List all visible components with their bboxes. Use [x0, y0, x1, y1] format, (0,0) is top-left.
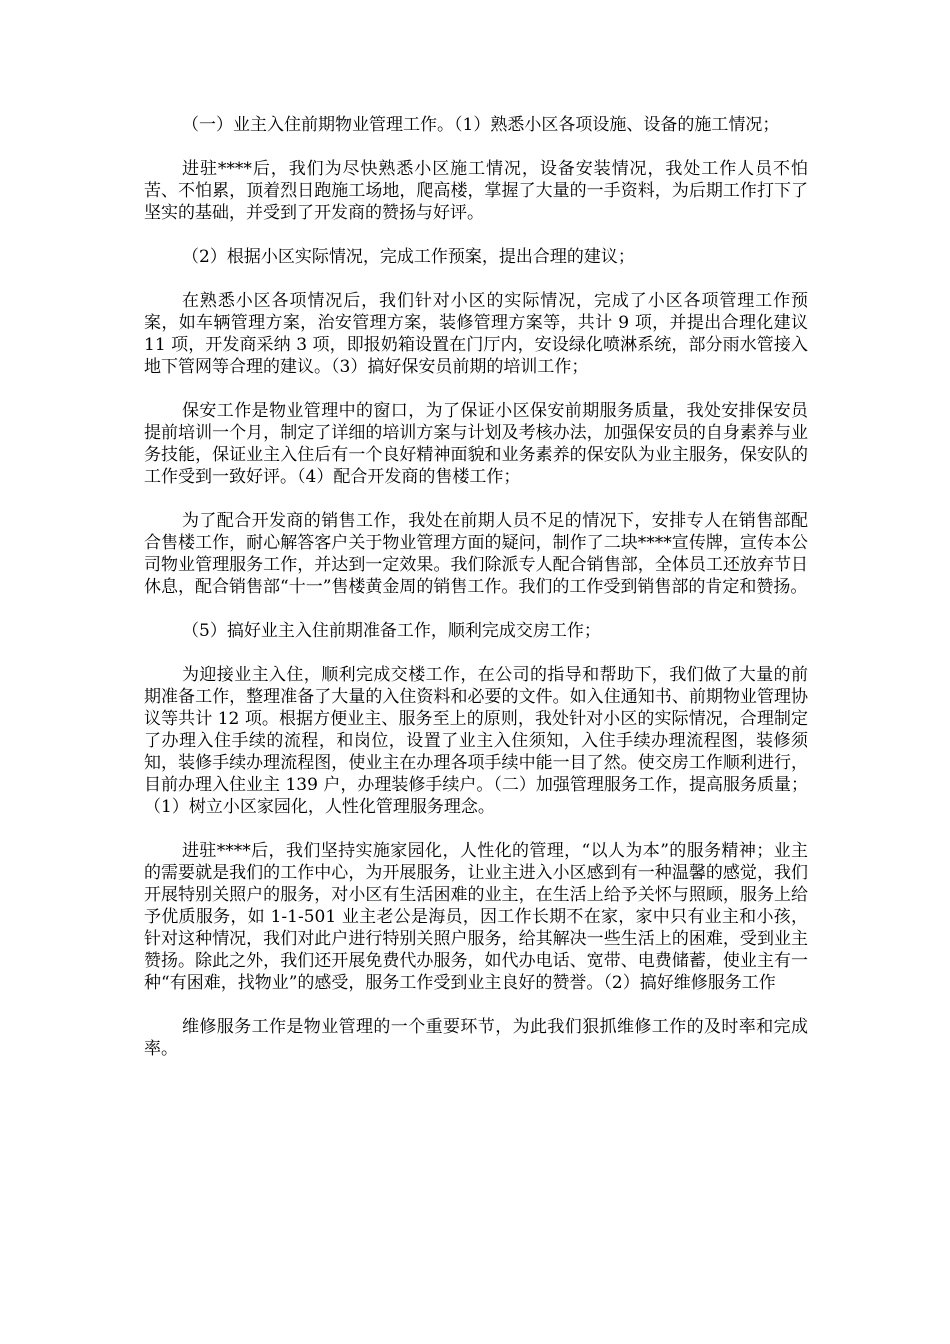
paragraph-7: （5）搞好业主入住前期准备工作，顺利完成交房工作； — [182, 621, 601, 641]
paragraph-10: 维修服务工作是物业管理的一个重要环节，为此我们狠抓维修工作的及时率和完成率。 — [144, 1017, 808, 1059]
paragraph-8: 为迎接业主入住，顺利完成交楼工作，在公司的指导和帮助下，我们做了大量的前期准备工作，整理准备了大量的入住资料和必要的文件。如入住通知书、前期物业管理协议等共计 12 项。根据方便业主、服务至上的原则，我处针对小区的实际情况，合理制定了办理入住手续的流程，和岗位，设置了业主入住须知，入住手续办理流程图，装修须知，装修手续办理流程图，使业主在办理各项手续中能一目了然。使交房工作顺利进行，目前办理入住业主 139 户，办理装修手续户。（二）加强管理服务工作，提高服务质量；（1）树立小区家园化，人性化管理服务理念。 — [144, 665, 808, 817]
paragraph-9: 进驻****后，我们坚持实施家园化，人性化的管理，“以人为本”的服务精神；业主的需要就是我们的工作中心，为开展服务，让业主进入小区感到有一种温馨的感觉，我们开展特别关照户的服务，对小区有生活困难的业主，在生活上给予关怀与照顾，服务上给予优质服务，如 1-1-501 业主老公是海员，因工作长期不在家，家中只有业主和小孩，针对这种情况，我们对此户进行特别关照户服务，给其解决一些生活上的困难，受到业主赞扬。除此之外，我们还开展免费代办服务，如代办电话、宽带、电费储蓄，使业主有一种“有困难，找物业”的感受，服务工作受到业主良好的赞誉。（2）搞好维修服务工作 — [144, 841, 808, 993]
paragraph-1: （一）业主入住前期物业管理工作。（1）熟悉小区各项设施、设备的施工情况； — [182, 115, 780, 135]
paragraph-5: 保安工作是物业管理中的窗口，为了保证小区保安前期服务质量，我处安排保安员提前培训一个月，制定了详细的培训方案与计划及考核办法，加强保安员的自身素养与业务技能，保证业主入住后有一个良好精神面貌和业务素养的保安队为业主服务，保安队的工作受到一致好评。（4）配合开发商的售楼工作； — [144, 401, 808, 487]
paragraph-4: 在熟悉小区各项情况后，我们针对小区的实际情况，完成了小区各项管理工作预案，如车辆管理方案，治安管理方案，装修管理方案等，共计 9 项，并提出合理化建议 11 项，开发商采纳 3 项，即报奶箱设置在门厅内，安设绿化喷淋系统，部分雨水管接入地下管网等合理的建议。（3）搞好保安员前期的培训工作； — [144, 291, 808, 377]
document-body — [144, 114, 808, 1082]
paragraph-2: 进驻****后，我们为尽快熟悉小区施工情况，设备安装情况，我处工作人员不怕苦、不怕累，顶着烈日跑施工场地，爬高楼，掌握了大量的一手资料，为后期工作打下了坚实的基础，并受到了开发商的赞扬与好评。 — [144, 159, 808, 223]
paragraph-6: 为了配合开发商的销售工作，我处在前期人员不足的情况下，安排专人在销售部配合售楼工作，耐心解答客户关于物业管理方面的疑问，制作了二块****宣传牌，宣传本公司物业管理服务工作，并达到一定效果。我们除派专人配合销售部，全体员工还放弃节日休息，配合销售部“十一”售楼黄金周的销售工作。我们的工作受到销售部的肯定和赞扬。 — [144, 511, 808, 597]
paragraph-3: （2）根据小区实际情况，完成工作预案，提出合理的建议； — [182, 247, 635, 267]
